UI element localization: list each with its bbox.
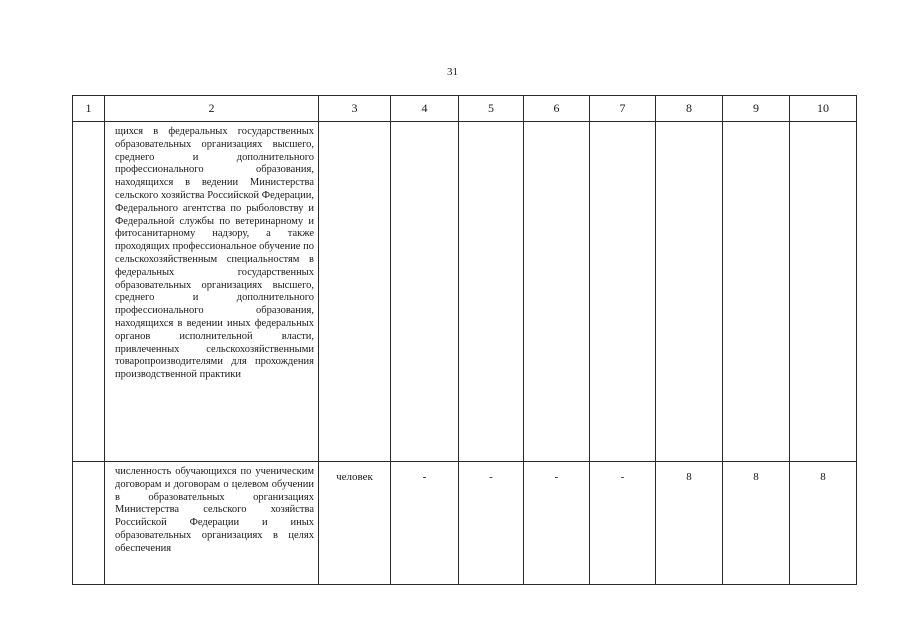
value-cell [590,122,656,462]
column-header: 9 [723,96,790,122]
table-row [73,122,857,462]
column-header: 7 [590,96,656,122]
value-cell [391,122,459,462]
column-header: 3 [319,96,391,122]
column-header: 6 [524,96,590,122]
data-table [72,95,857,585]
value-cell: 8 [723,462,790,585]
value-cell: - [590,462,656,585]
table-row [73,462,857,585]
value-cell [723,122,790,462]
value-cell: 8 [790,462,857,585]
row-number-cell [73,122,105,462]
column-header: 5 [459,96,524,122]
value-cell: - [391,462,459,585]
value-cell [790,122,857,462]
table-header-row [73,96,857,122]
value-cell: - [459,462,524,585]
column-header: 10 [790,96,857,122]
value-cell: - [524,462,590,585]
row-number-cell [73,462,105,585]
column-header: 4 [391,96,459,122]
unit-cell: человек [319,462,391,585]
column-header: 1 [73,96,105,122]
column-header: 8 [656,96,723,122]
indicator-description-cell: щихся в федеральных государственных образовательных организациях высшего, среднего и дополнительного профессионального образования, находящихся в ведении Министерства сельского хозяйства Российской Федерации, Федерального агентства по рыболовству и Федеральной службы по ветеринарному и фитосанитарному надзору, а также проходящих профессиональное обучение по сельскохозяйственным специальностям в федеральных государственных образовательных организациях высшего, среднего и дополнительного профессионального образования, находящихся в ведении иных федеральных органов исполнительной власти, привлеченных сельскохозяйственными товаропроизводителями для прохождения производственной практики [105,122,319,462]
value-cell: 8 [656,462,723,585]
value-cell [656,122,723,462]
value-cell [459,122,524,462]
indicator-description-cell: численность обучающихся по ученическим договорам и договорам о целевом обучении в образовательных организациях Министерства сельского хозяйства Российской Федерации и иных образовательных организациях в целях обеспечения [105,462,319,585]
column-header: 2 [105,96,319,122]
page-number: 31 [447,66,458,78]
unit-cell [319,122,391,462]
value-cell [524,122,590,462]
